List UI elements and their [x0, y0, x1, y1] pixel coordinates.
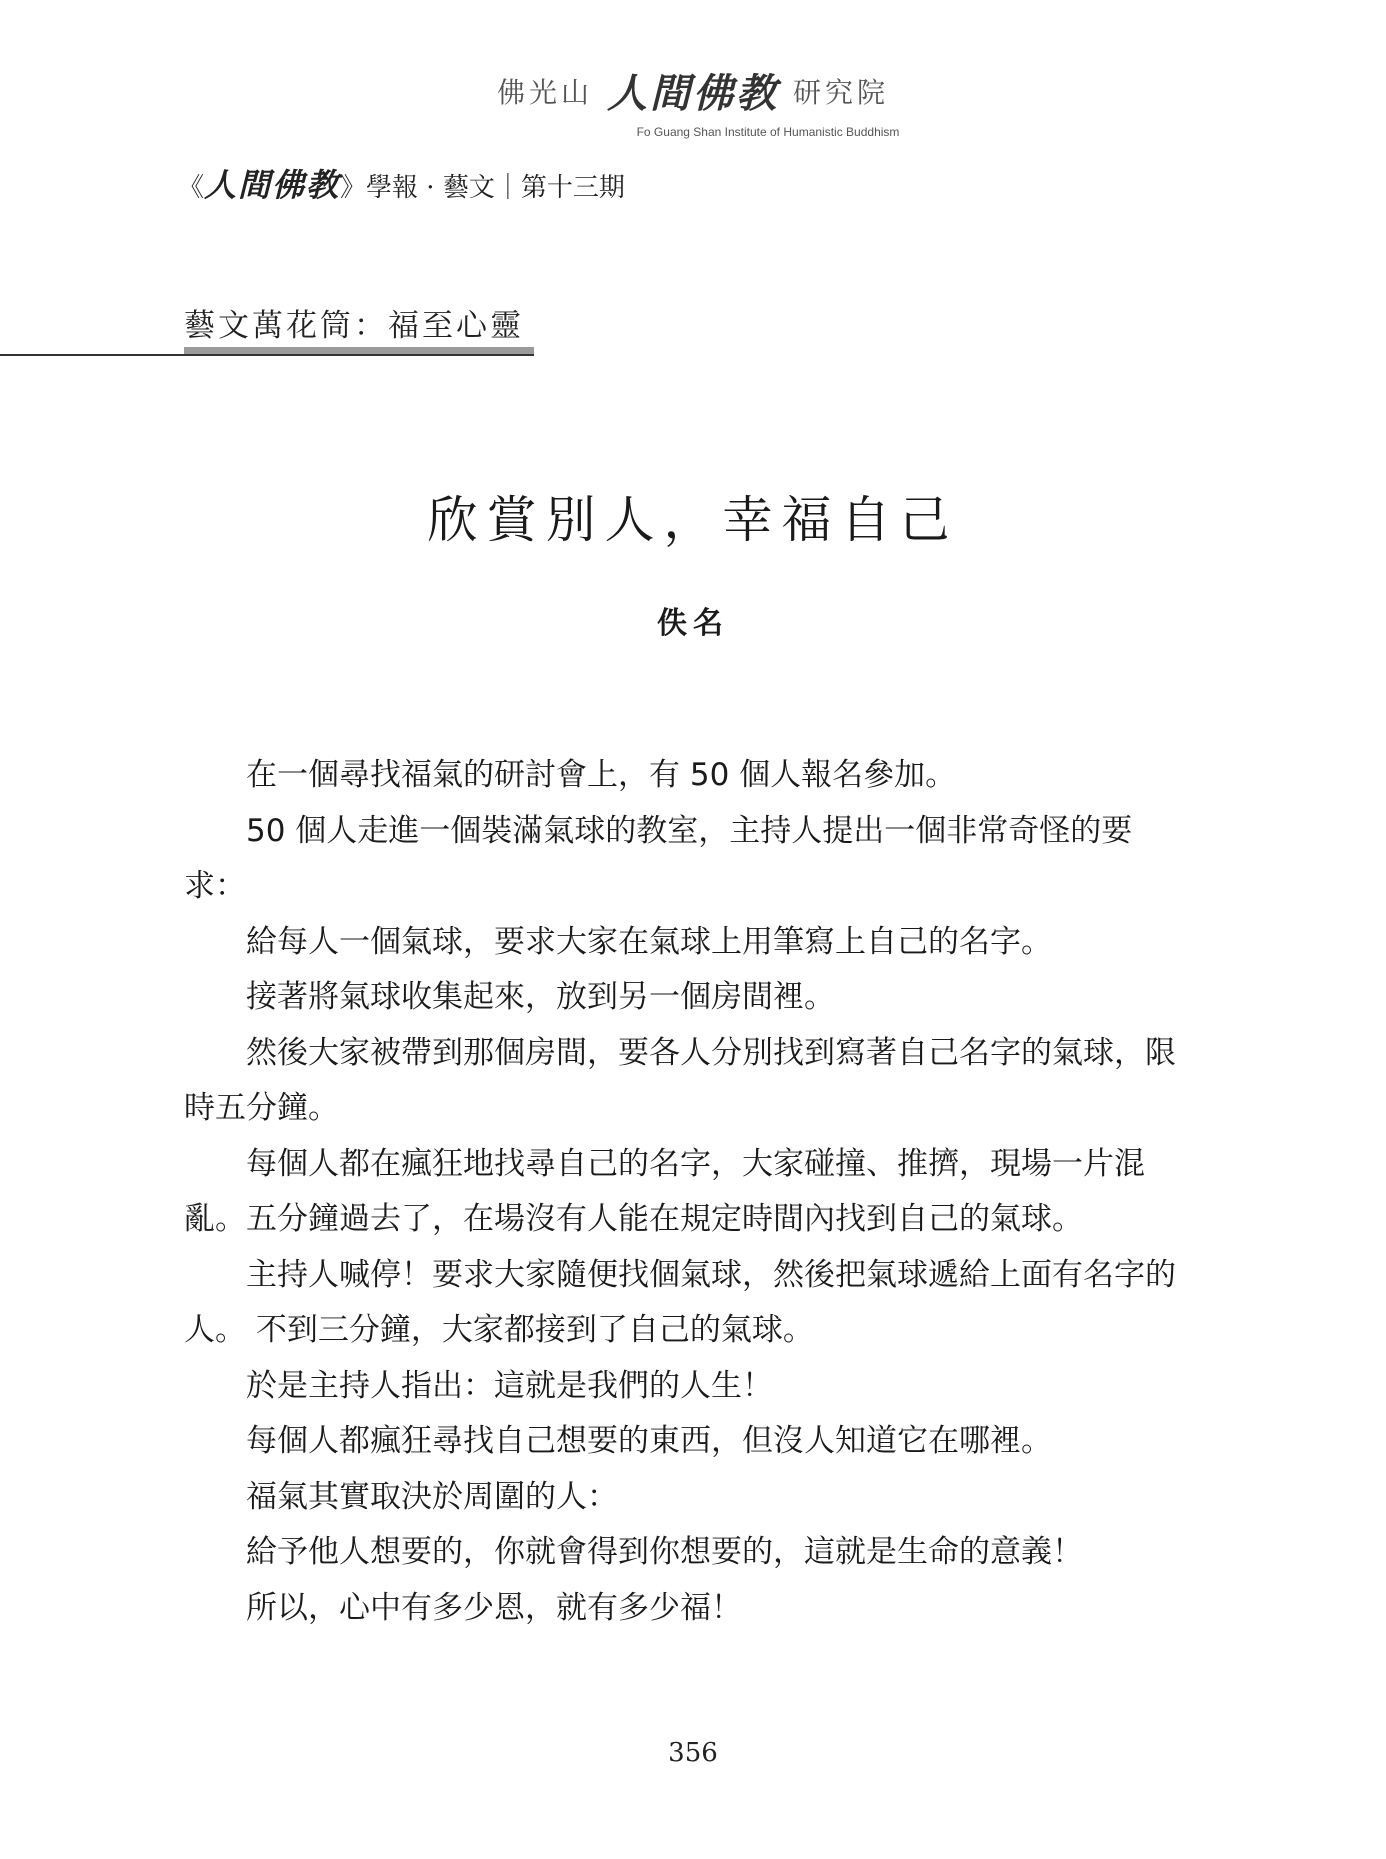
- paragraph: 每個人都瘋狂尋找自己想要的東西，但沒人知道它在哪裡。: [246, 1423, 1052, 1459]
- org-prefix: 佛光山: [496, 75, 593, 109]
- org-english-name: Fo Guang Shan Institute of Humanistic Buddhism: [636, 125, 900, 139]
- org-brand-calligraphy: 人間佛教: [607, 70, 779, 117]
- organization-name: [497, 62, 889, 119]
- paragraph: 於是主持人指出：這就是我們的人生！: [246, 1367, 773, 1404]
- paragraph: 福氣其實取決於周圍的人：: [246, 1478, 618, 1515]
- section-underline-thin: [0, 354, 534, 356]
- paragraph: 給予他人想要的，你就會得到你想要的，這就是生命的意義！: [246, 1534, 1083, 1570]
- paragraph: 給每人一個氣球，要求大家在氣球上用筆寫上自己的名字。: [246, 923, 1052, 960]
- org-suffix: 研究院: [793, 75, 890, 109]
- section-underline-thick: [184, 347, 534, 354]
- page-number: 356: [668, 1738, 718, 1768]
- article-author: 佚名: [657, 606, 729, 641]
- paragraph: 接著將氣球收集起來，放到另一個房間裡。: [246, 979, 835, 1015]
- journal-issue-text: 》學報 · 藝文｜第十三期: [340, 173, 625, 203]
- paragraph: 所以，心中有多少恩，就有多少福！: [246, 1589, 742, 1626]
- paragraph: 在一個尋找福氣的研討會上，有 50 個人報名參加。: [246, 757, 957, 793]
- article-body: [184, 748, 1184, 1636]
- paragraph: 50 個人走進一個裝滿氣球的教室，主持人提出一個非常奇怪的要求：: [184, 812, 1133, 904]
- section-title: 藝文萬花筒：福至心靈: [184, 308, 524, 344]
- journal-open-bracket: 《: [178, 173, 205, 203]
- paragraph: 然後大家被帶到那個房間，要各人分別找到寫著自己名字的氣球，限時五分鐘。: [184, 1034, 1176, 1126]
- header-organization: [0, 62, 1386, 139]
- paragraph: 主持人喊停！要求大家隨便找個氣球，然後把氣球遞給上面有名字的人。 不到三分鐘，大家都接到了自己的氣球。: [184, 1256, 1176, 1348]
- journal-issue-line: [178, 160, 625, 206]
- paragraph: 每個人都在瘋狂地找尋自己的名字，大家碰撞、推擠，現場一片混亂。五分鐘過去了，在場沒有人能在規定時間內找到自己的氣球。: [184, 1145, 1145, 1237]
- article-title: 欣賞別人，幸福自己: [427, 491, 959, 549]
- journal-brand: 人間佛教: [204, 166, 341, 204]
